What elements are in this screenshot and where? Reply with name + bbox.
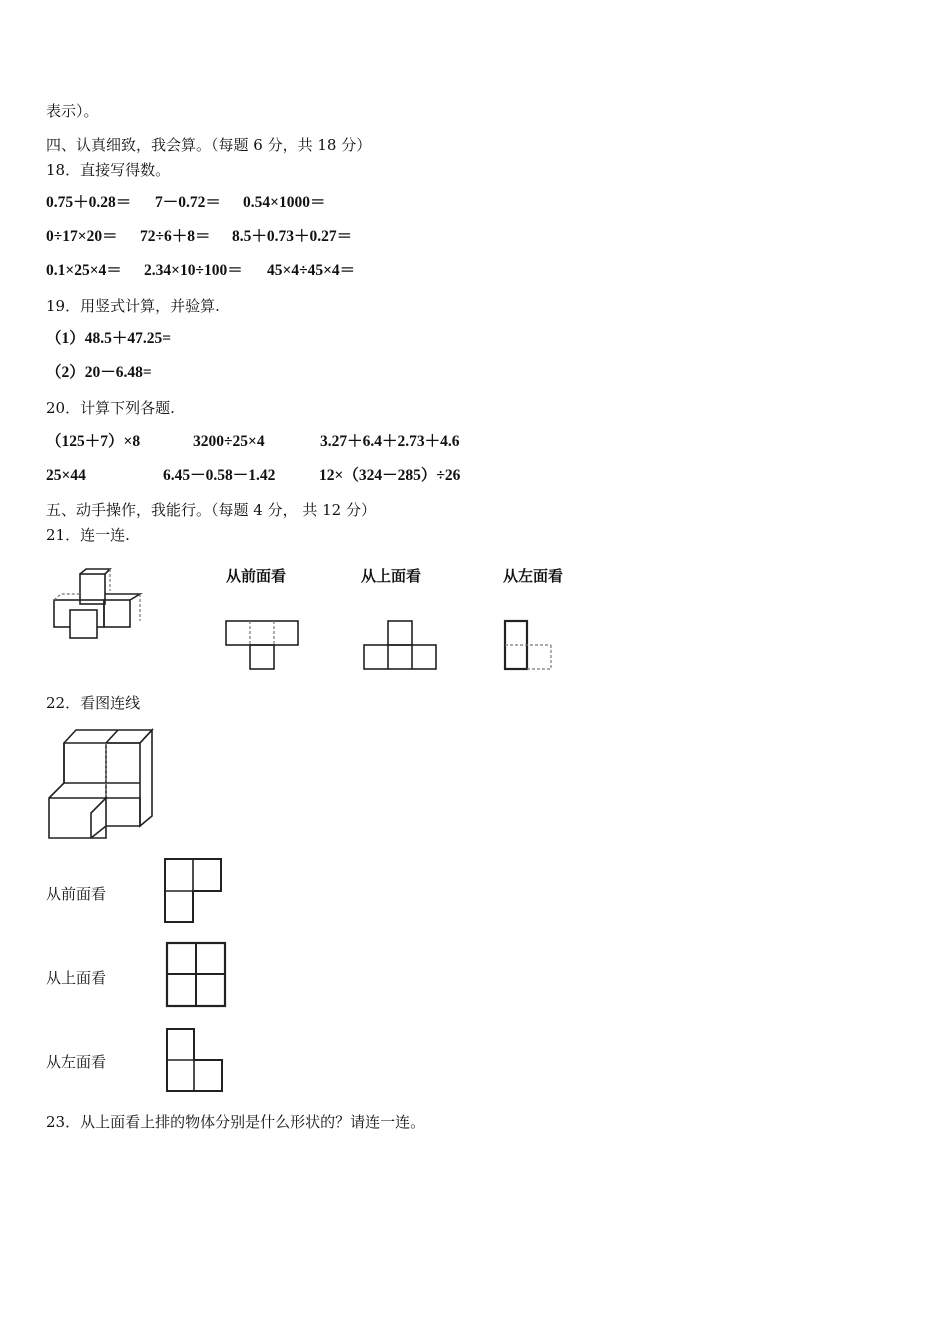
q18-item: 8.5＋0.73＋0.27＝ — [232, 228, 353, 245]
q20-item: 3.27＋6.4＋2.73＋4.6 — [320, 433, 460, 450]
q22-label-top: 从上面看 — [46, 969, 107, 987]
q20-item: 25×44 — [46, 467, 86, 484]
question-22-title: 22．看图连线 — [46, 694, 141, 712]
q20-item: （125＋7）×8 — [46, 433, 141, 450]
question-21-title: 21．连一连. — [46, 526, 130, 544]
section-5-heading: 五、动手操作，我能行。（每题 4 分， 共 12 分） — [46, 501, 376, 519]
previous-question-tail: 表示）。 — [46, 102, 99, 120]
q21-label-left: 从左面看 — [503, 567, 564, 585]
q18-item: 0÷17×20＝ — [46, 228, 118, 245]
q22-label-left: 从左面看 — [46, 1053, 107, 1071]
q19-item-1: （1）48.5＋47.25= — [46, 330, 172, 347]
question-19-title: 19．用竖式计算，并验算. — [46, 297, 220, 315]
q19-item-2: （2）20－6.48= — [46, 364, 152, 381]
q22-cube-figure — [48, 728, 156, 840]
q18-item: 0.1×25×4＝ — [46, 262, 122, 279]
q18-item: 72÷6＋8＝ — [140, 228, 211, 245]
q20-item: 6.45－0.58－1.42 — [163, 467, 276, 484]
question-20-title: 20．计算下列各题. — [46, 399, 175, 417]
q20-item: 12×（324－285）÷26 — [319, 467, 461, 484]
q18-item: 2.34×10÷100＝ — [144, 262, 243, 279]
q18-item: 0.54×1000＝ — [243, 194, 326, 211]
q20-item: 3200÷25×4 — [193, 433, 265, 450]
q21-front-view-shape — [225, 620, 305, 670]
q22-shape-c — [166, 1028, 226, 1094]
q21-cube-stack-figure — [50, 567, 150, 639]
q21-top-view-shape — [363, 620, 443, 670]
q18-item: 45×4÷45×4＝ — [267, 262, 356, 279]
q22-shape-b — [166, 942, 228, 1008]
q22-label-front: 从前面看 — [46, 885, 107, 903]
q21-label-front: 从前面看 — [226, 567, 287, 585]
q18-item: 0.75＋0.28＝ — [46, 194, 132, 211]
question-18-title: 18．直接写得数。 — [46, 161, 171, 179]
section-4-heading: 四、认真细致，我会算。（每题 6 分，共 18 分） — [46, 136, 372, 154]
q21-label-top: 从上面看 — [361, 567, 422, 585]
q21-left-view-shape — [504, 620, 556, 670]
question-23-title: 23．从上面看上排的物体分别是什么形状的？请连一连。 — [46, 1113, 426, 1131]
q22-shape-a — [164, 858, 224, 924]
q18-item: 7－0.72＝ — [155, 194, 221, 211]
